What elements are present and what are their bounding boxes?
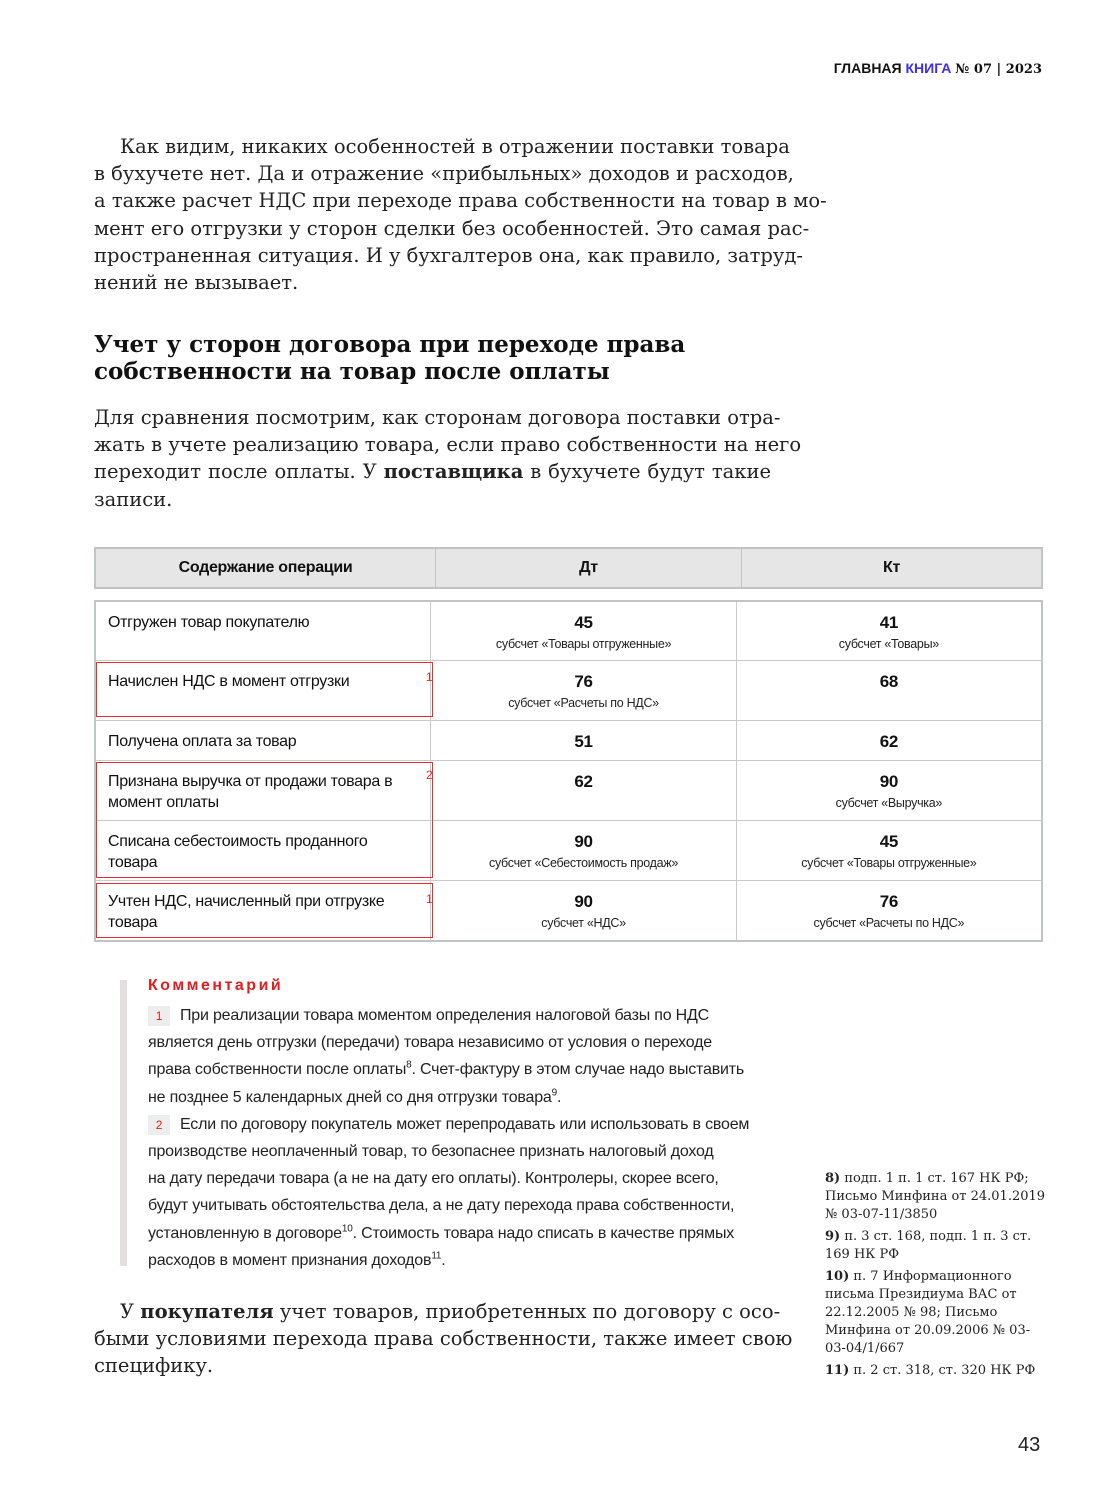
operation-cell: Отгружен товар покупателю: [95, 601, 431, 660]
operation-cell: Учтен НДС, начисленный при отгрузке товара: [95, 880, 431, 941]
credit-account: 76: [879, 891, 898, 911]
text-line: производстве неоплаченный товар, то безопаснее признать налоговый доход: [148, 1143, 714, 1161]
credit-account: 45: [879, 831, 898, 851]
credit-cell: [736, 720, 1042, 760]
issue-number: № 07 | 2023: [955, 62, 1042, 77]
operation-cell: Списана себестоимость проданного товара: [95, 820, 431, 880]
debit-subaccount: субсчет «НДС»: [541, 915, 626, 930]
credit-account: 62: [879, 731, 898, 751]
footnotes: [825, 1170, 1050, 1384]
credit-cell: [736, 760, 1042, 820]
operation-cell: Начислен НДС в момент отгрузки: [95, 660, 431, 720]
text-segment: установленную в договоре: [148, 1224, 342, 1242]
table-row: [95, 760, 1042, 820]
column-header-credit: Кт: [742, 548, 1043, 588]
paragraph-buyer: [94, 1298, 793, 1380]
footnote-11: [825, 1362, 1050, 1380]
text-line: Как видим, никаких особенностей в отражении поставки товара: [120, 135, 790, 158]
heading-line: собственности на товар после оплаты: [94, 358, 610, 385]
footnote-number: 8): [825, 1171, 841, 1186]
footnote-text: п. 2 ст. 318, ст. 320 НК РФ: [849, 1363, 1036, 1378]
text-segment: переходит после оплаты. У: [94, 460, 384, 484]
brand-name: ГЛАВНАЯ: [833, 60, 902, 76]
text-segment: права собственности после оплаты: [148, 1061, 407, 1079]
emphasis-supplier: поставщика: [383, 460, 524, 484]
debit-account: 45: [574, 613, 593, 632]
debit-account: 51: [574, 731, 593, 751]
text-segment: . Счет-фактуру в этом случае надо выставить: [411, 1061, 745, 1079]
debit-cell: [431, 760, 736, 820]
debit-cell: [431, 601, 736, 660]
debit-cell: [431, 820, 736, 880]
debit-account: 76: [574, 671, 593, 691]
running-header: [834, 60, 1042, 77]
footnote-text: подп. 1 п. 1 ст. 167 НК РФ; Письмо Минфина от 24.01.2019 № 03-07-11/3850: [825, 1171, 1046, 1222]
footnote-text: п. 7 Информационного письма Президиума ВАС от 22.12.2005 № 98; Письмо Минфина от 20.09.2006 № 03-03-04/1/667: [825, 1269, 1031, 1356]
table-row: [95, 660, 1042, 720]
debit-account: 90: [574, 831, 593, 851]
comment-title: Комментарий: [148, 977, 284, 994]
table-row: [95, 820, 1042, 880]
postings-table-header: [94, 547, 1043, 589]
section-heading: [94, 331, 685, 385]
comment-number-badge: 1: [148, 1006, 170, 1026]
brand-name-accent: КНИГА: [905, 60, 952, 76]
text-line: быми условиями перехода права собственности, также имеет свою: [94, 1327, 793, 1351]
debit-cell: [431, 720, 736, 760]
text-segment: учет товаров, приобретенных по договору с осо-: [273, 1300, 781, 1323]
credit-cell: [736, 660, 1042, 720]
comment-side-bar: [120, 980, 127, 1266]
text-line: специфику.: [94, 1354, 214, 1378]
credit-cell: [736, 880, 1042, 941]
text-line: мент его отгрузки у сторон сделки без особенностей. Это самая рас-: [94, 216, 810, 240]
heading-line: Учет у сторон договора при переходе права: [94, 331, 686, 358]
text-segment: не позднее 5 календарных дней со дня отгрузки товара: [148, 1088, 552, 1106]
footnote-text: п. 3 ст. 168, подп. 1 п. 3 ст. 169 НК РФ: [825, 1229, 1032, 1262]
text-segment: У: [120, 1300, 141, 1323]
text-segment: .: [556, 1088, 562, 1106]
credit-account: 68: [879, 671, 898, 691]
table-row: [95, 601, 1042, 660]
comment-marker: 1: [426, 892, 433, 906]
text-line: [94, 1298, 781, 1325]
text-line: в бухучете нет. Да и отражение «прибыльных» доходов и расходов,: [94, 162, 794, 186]
table-row: [95, 720, 1042, 760]
comment-number-badge: 2: [148, 1115, 170, 1135]
credit-account: 90: [879, 771, 898, 791]
text-line: Если по договору покупатель может перепродавать или использовать в своем: [180, 1115, 750, 1133]
footnote-ref[interactable]: 10: [341, 1223, 353, 1235]
debit-account: 62: [574, 771, 593, 791]
debit-account: 90: [574, 891, 593, 911]
text-segment: расходов в момент признания доходов: [148, 1251, 432, 1269]
text-line: на дату передачи товара (а не на дату его оплаты). Контролеры, скорее всего,: [148, 1170, 719, 1188]
credit-cell: [736, 820, 1042, 880]
text-line: записи.: [94, 487, 173, 511]
column-header-debit: Дт: [436, 548, 742, 588]
debit-subaccount: субсчет «Товары отгруженные»: [495, 637, 672, 651]
footnote-ref[interactable]: 8: [406, 1060, 412, 1072]
text-segment: .: [441, 1251, 446, 1269]
text-line: При реализации товара моментом определения налоговой базы по НДС: [180, 1007, 710, 1024]
page-number: 43: [1018, 1434, 1041, 1456]
credit-cell: [736, 601, 1042, 660]
footnote-ref[interactable]: 11: [431, 1250, 442, 1262]
operation-cell: Признана выручка от продажи товара в момент оплаты: [95, 760, 431, 820]
footnote-9: [825, 1228, 1050, 1264]
footnote-ref[interactable]: 9: [551, 1087, 557, 1099]
paragraph-comparison: [94, 404, 802, 513]
credit-subaccount: субсчет «Расчеты по НДС»: [813, 915, 965, 930]
debit-cell: [431, 660, 736, 720]
debit-cell: [431, 880, 736, 941]
footnote-number: 10): [825, 1269, 850, 1284]
comment-marker: 1: [426, 670, 433, 684]
credit-subaccount: субсчет «Выручка»: [835, 795, 943, 810]
footnote-10: [825, 1268, 1050, 1358]
text-line: нений не вызывает.: [94, 270, 299, 294]
text-segment: в бухучете будут такие: [523, 460, 771, 484]
debit-subaccount: субсчет «Себестоимость продаж»: [489, 855, 679, 870]
text-line: будут учитывать обстоятельства дела, а не дату перехода права собственности,: [148, 1197, 735, 1215]
text-line: пространенная ситуация. И у бухгалтеров она, как правило, затруд-: [94, 243, 803, 267]
postings-table: [94, 600, 1043, 942]
operation-cell: Получена оплата за товар: [95, 720, 431, 760]
paragraph-intro: [94, 133, 827, 296]
footnote-8: [825, 1170, 1050, 1224]
text-line: является день отгрузки (передачи) товара независимо от условия о переходе: [148, 1034, 712, 1052]
footnote-number: 9): [825, 1229, 841, 1244]
debit-subaccount: субсчет «Расчеты по НДС»: [508, 695, 659, 710]
text-segment: . Стоимость товара надо списать в качестве прямых: [352, 1224, 735, 1242]
column-header-operation: Содержание операции: [95, 548, 436, 588]
footnote-number: 11): [825, 1363, 850, 1378]
credit-subaccount: субсчет «Товары»: [838, 637, 939, 651]
comment-body: [148, 1002, 773, 1274]
text-line: Для сравнения посмотрим, как сторонам договора поставки отра-: [94, 406, 781, 429]
text-line: а также расчет НДС при переходе права собственности на товар в мо-: [94, 189, 827, 213]
text-line: [94, 458, 771, 485]
comment-marker: 2: [426, 768, 433, 782]
credit-account: 41: [879, 613, 898, 632]
text-line: жать в учете реализацию товара, если право собственности на него: [94, 433, 802, 457]
credit-subaccount: субсчет «Товары отгруженные»: [801, 855, 977, 870]
emphasis-buyer: покупателя: [140, 1300, 274, 1323]
table-row: [95, 880, 1042, 941]
